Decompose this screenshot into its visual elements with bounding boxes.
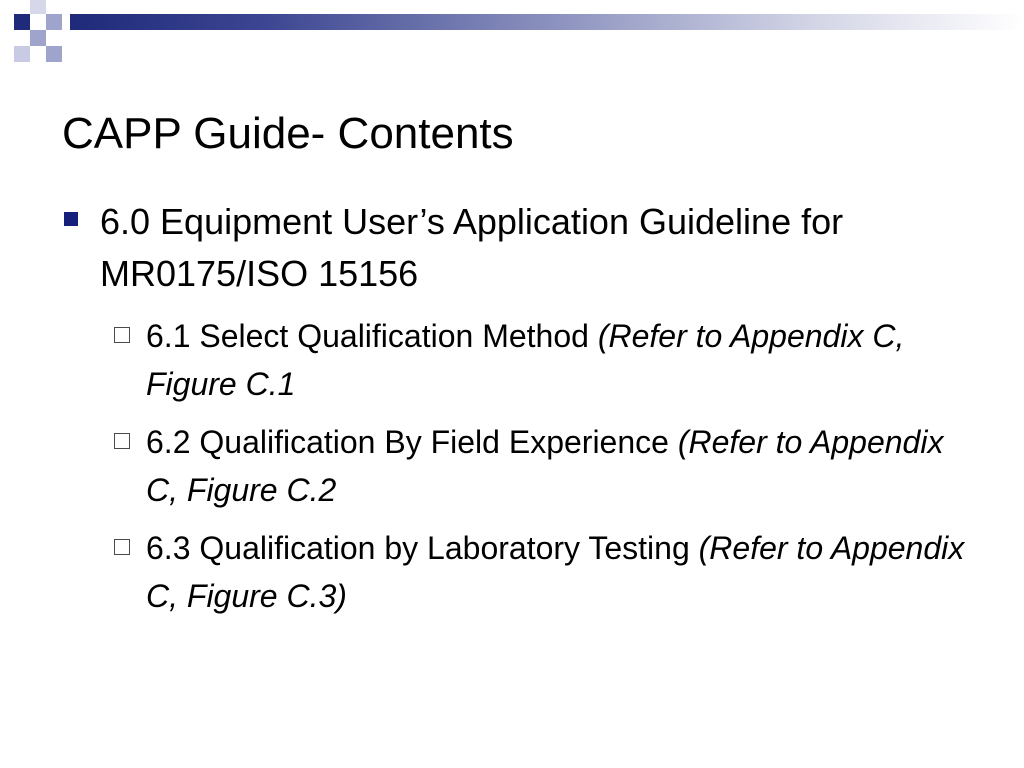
sub-bullet-reference: (Refer to Appendix C, Figure C.1 <box>146 318 905 402</box>
deco-square <box>14 46 30 62</box>
square-bullet-icon <box>64 212 78 226</box>
sub-bullet-text: 6.3 Qualification by Laboratory Testing <box>146 530 699 566</box>
header-gradient-bar <box>70 14 1024 30</box>
deco-square <box>46 14 62 30</box>
hollow-square-bullet-icon <box>114 433 130 449</box>
sub-bullet-reference: (Refer to Appendix C, Figure C.3) <box>146 530 965 614</box>
hollow-square-bullet-icon <box>114 327 130 343</box>
deco-square <box>30 0 46 14</box>
deco-square <box>14 14 30 30</box>
main-bullet-text: 6.0 Equipment User’s Application Guideline for MR0175/ISO 15156 <box>100 201 844 294</box>
sub-bullet-reference: (Refer to Appendix C, Figure C.2 <box>146 424 944 508</box>
sub-bullet-item <box>112 524 972 620</box>
hollow-square-bullet-icon <box>114 539 130 555</box>
sub-bullet-text: 6.1 Select Qualification Method <box>146 318 598 354</box>
sub-bullet-list <box>112 312 972 630</box>
sub-bullet-text: 6.2 Qualification By Field Experience <box>146 424 678 460</box>
deco-square <box>46 46 62 62</box>
slide-title: CAPP Guide- Contents <box>62 109 514 158</box>
deco-square <box>30 30 46 46</box>
sub-bullet-item <box>112 418 972 514</box>
main-bullet <box>62 196 962 300</box>
sub-bullet-item <box>112 312 972 408</box>
